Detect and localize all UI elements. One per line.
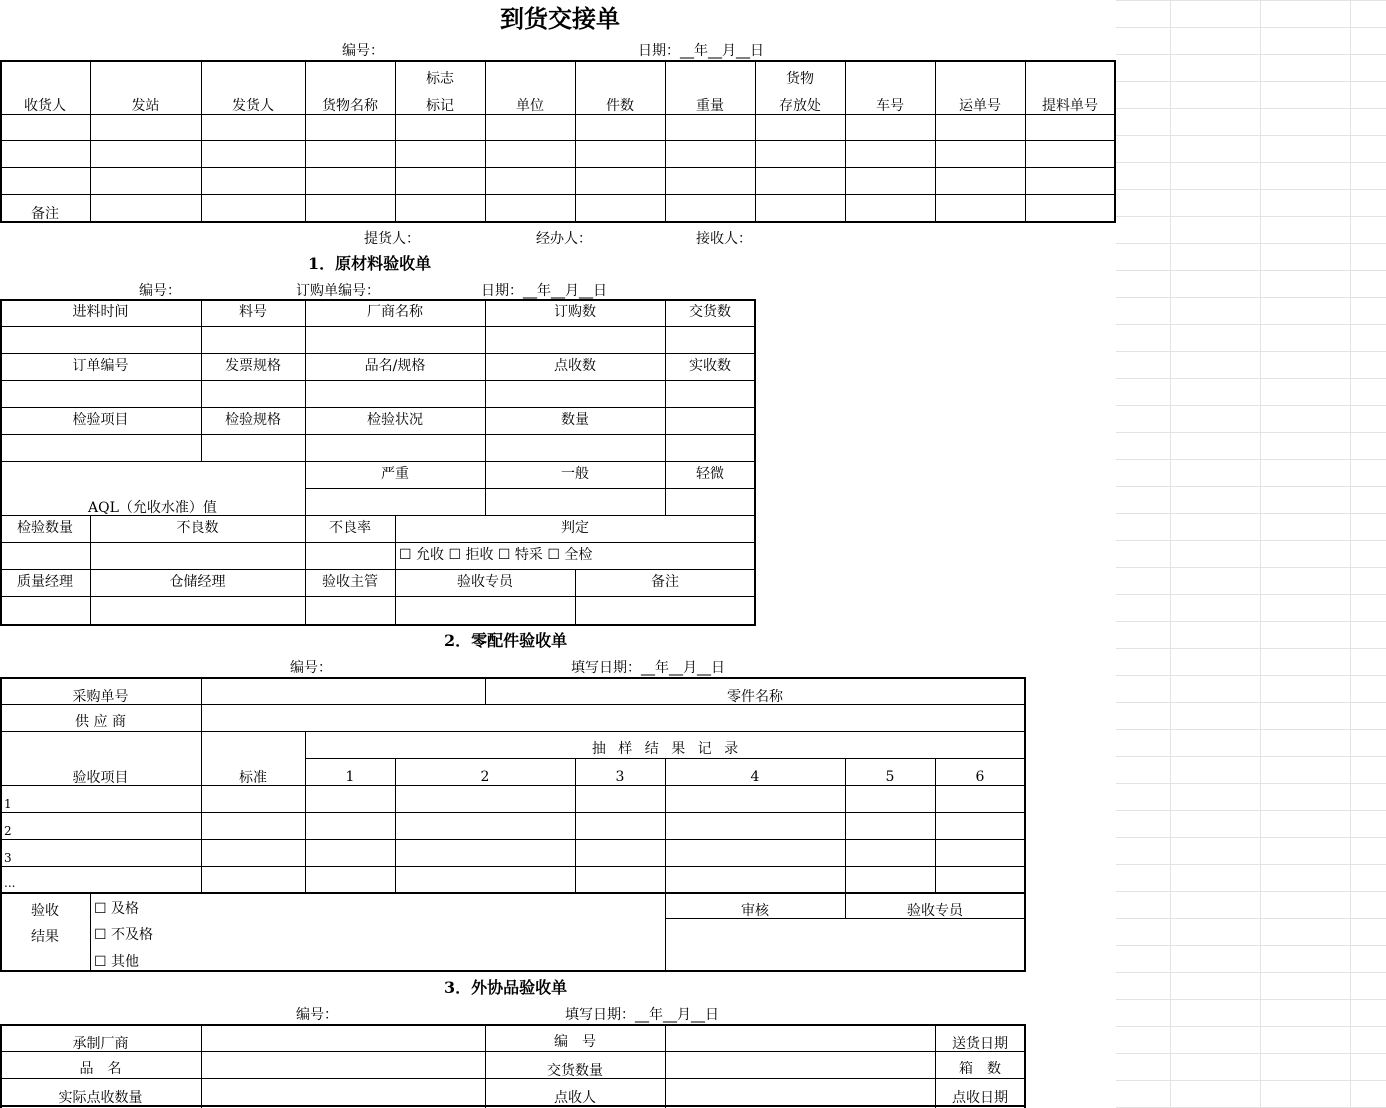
raw-no-label: 编号： xyxy=(139,283,181,299)
raw-date-label: 日期：__年__月__日 xyxy=(481,283,607,299)
header-storage-2: 存放处 xyxy=(779,98,821,114)
header-shipper: 发货人 xyxy=(232,98,274,114)
top-col-line xyxy=(90,60,91,222)
raw-material-no: 料号 xyxy=(239,304,267,320)
header-receiver: 收货人 xyxy=(24,98,66,114)
parts-row-line xyxy=(0,839,1026,840)
raw-row-line xyxy=(305,488,756,489)
parts-row-2: 2 xyxy=(4,824,12,838)
header-truck-no: 车号 xyxy=(876,98,904,114)
raw-row-line xyxy=(0,326,756,327)
sample-col-2: 2 xyxy=(480,769,490,785)
parts-col-line xyxy=(90,893,91,971)
outsourced-delivery-date: 送货日期 xyxy=(952,1036,1008,1052)
raw-row-line xyxy=(0,461,756,462)
outsourced-table-top xyxy=(0,1024,1026,1026)
handler-label: 经办人： xyxy=(536,231,592,247)
parts-result-other[interactable]: ☐ 其他 xyxy=(94,954,140,970)
outsourced-col-line xyxy=(665,1024,666,1108)
top-col-line xyxy=(575,60,576,222)
top-row-line xyxy=(0,114,1116,115)
raw-received-qty: 实收数 xyxy=(689,358,731,374)
parts-part-name-label: 零件名称 xyxy=(727,689,783,705)
parts-supplier-label: 供 应 商 xyxy=(75,714,126,730)
raw-row-line xyxy=(0,407,756,408)
outsourced-col-line xyxy=(201,1024,202,1108)
top-col-line xyxy=(845,60,846,222)
outsourced-receiver: 点收人 xyxy=(554,1090,596,1106)
raw-aql-label: AQL（允收水准）值 xyxy=(88,500,217,516)
raw-col-line xyxy=(201,299,202,461)
raw-order-no: 订单编号 xyxy=(72,358,129,374)
raw-order-qty: 订购数 xyxy=(554,304,596,320)
raw-remark: 备注 xyxy=(651,574,679,590)
header-storage-1: 货物 xyxy=(786,71,814,87)
raw-severity-serious: 严重 xyxy=(381,466,409,482)
parts-row-line-strong xyxy=(0,892,1026,894)
raw-quality-manager: 质量经理 xyxy=(17,574,73,590)
top-col-line xyxy=(665,60,666,222)
sample-col-5: 5 xyxy=(885,769,895,785)
top-table-border-bottom xyxy=(0,221,1116,223)
top-col-line xyxy=(1025,60,1026,222)
parts-review-label: 审核 xyxy=(741,903,769,919)
outsourced-delivery-qty: 交货数量 xyxy=(547,1063,603,1079)
raw-inspect-spec: 检验规格 xyxy=(225,412,281,428)
parts-po-label: 采购单号 xyxy=(72,689,129,705)
raw-row-line xyxy=(0,353,756,354)
header-waybill-no: 运单号 xyxy=(959,98,1001,114)
parts-table-bottom xyxy=(0,970,1026,972)
outsourced-box-count: 箱 数 xyxy=(959,1061,1001,1077)
top-table-border-left xyxy=(0,60,2,223)
raw-po-label: 订购单编号： xyxy=(296,283,380,299)
parts-row-line xyxy=(0,866,1026,867)
parts-row-line xyxy=(0,812,1026,813)
top-col-line xyxy=(935,60,936,222)
sample-col-6: 6 xyxy=(975,769,985,785)
header-unit: 单位 xyxy=(516,98,544,114)
raw-col-line xyxy=(485,299,486,515)
top-table-border-top xyxy=(0,60,1116,62)
parts-table-top xyxy=(0,677,1026,679)
raw-product-spec: 品名/规格 xyxy=(364,358,426,374)
parts-item-label: 验收项目 xyxy=(72,770,129,786)
top-col-line xyxy=(201,60,202,222)
raw-row-line xyxy=(0,569,756,570)
outsourced-number: 编 号 xyxy=(554,1034,596,1050)
parts-result-label-1: 验收 xyxy=(31,903,59,919)
parts-result-fail[interactable]: ☐ 不及格 xyxy=(94,927,154,943)
outsourced-title: 3．外协品验收单 xyxy=(444,978,568,997)
raw-feed-time: 进料时间 xyxy=(72,304,129,320)
top-col-line xyxy=(305,60,306,222)
outsourced-product: 品 名 xyxy=(79,1061,122,1077)
outsourced-receive-date: 点收日期 xyxy=(952,1090,1008,1106)
raw-table-bottom xyxy=(0,624,756,626)
top-col-line xyxy=(485,60,486,222)
raw-table-top xyxy=(0,299,756,301)
raw-judgement-options[interactable]: ☐ 允收 ☐ 拒收 ☐ 特采 ☐ 全检 xyxy=(399,547,593,563)
raw-severity-general: 一般 xyxy=(561,466,589,482)
raw-defect-count: 不良数 xyxy=(176,520,219,536)
raw-warehouse-manager: 仓储经理 xyxy=(169,574,226,590)
raw-col-line xyxy=(665,299,666,515)
top-row-line xyxy=(0,140,1116,141)
top-remark-label: 备注 xyxy=(31,206,59,222)
parts-title: 2．零配件验收单 xyxy=(444,631,568,650)
parts-row-1: 1 xyxy=(4,797,12,811)
raw-inspect-count: 检验数量 xyxy=(17,520,73,536)
header-goods-name: 货物名称 xyxy=(322,98,378,114)
sample-col-3: 3 xyxy=(615,769,625,785)
top-table-border-right xyxy=(1114,60,1116,223)
header-pickup-no: 提料单号 xyxy=(1042,98,1098,114)
raw-quantity: 数量 xyxy=(561,412,589,428)
outsourced-contractor: 承制厂商 xyxy=(72,1036,129,1052)
receiver-label: 接收人： xyxy=(696,231,752,247)
parts-row-more: ... xyxy=(4,876,16,890)
raw-defect-rate: 不良率 xyxy=(329,520,371,536)
parts-inspector-label: 验收专员 xyxy=(907,903,963,919)
sample-col-1: 1 xyxy=(345,769,355,785)
raw-row-line xyxy=(0,596,756,597)
raw-col-line xyxy=(305,299,306,515)
sample-col-4: 4 xyxy=(750,769,760,785)
pickup-person-label: 提货人： xyxy=(364,231,420,247)
raw-counted-qty: 点收数 xyxy=(554,358,596,374)
parts-standard-label: 标准 xyxy=(239,770,267,786)
header-station: 发站 xyxy=(131,98,160,114)
raw-inspect-supervisor: 验收主管 xyxy=(322,574,378,590)
header-pieces: 件数 xyxy=(606,98,634,114)
outsourced-no-label: 编号： xyxy=(296,1007,338,1023)
raw-judgement: 判定 xyxy=(561,520,589,536)
top-row-line xyxy=(0,194,1116,195)
raw-invoice-spec: 发票规格 xyxy=(225,358,281,374)
parts-result-label-2: 结果 xyxy=(31,929,59,945)
parts-row-3: 3 xyxy=(4,851,12,865)
outsourced-actual-qty: 实际点收数量 xyxy=(58,1090,143,1106)
sheet-area xyxy=(1116,0,1386,1108)
raw-delivery-qty: 交货数 xyxy=(689,304,731,320)
raw-severity-minor: 轻微 xyxy=(696,466,724,482)
header-mark-2: 标记 xyxy=(426,98,454,114)
outsourced-date-label: 填写日期：__年__月__日 xyxy=(565,1007,719,1023)
raw-material-title: 1．原材料验收单 xyxy=(308,254,432,273)
raw-inspector: 验收专员 xyxy=(457,574,513,590)
parts-date-label: 填写日期：__年__月__日 xyxy=(571,660,725,676)
top-row-line xyxy=(0,167,1116,168)
raw-inspect-item: 检验项目 xyxy=(72,412,129,428)
header-weight: 重量 xyxy=(696,98,724,114)
parts-result-pass[interactable]: ☐ 及格 xyxy=(94,901,140,917)
raw-vendor-name: 厂商名称 xyxy=(367,304,423,320)
raw-row-line xyxy=(0,434,756,435)
top-date-label: 日期：__年__月__日 xyxy=(638,43,764,59)
page-title: 到货交接单 xyxy=(500,4,620,33)
parts-col-line xyxy=(665,758,666,971)
parts-row-line xyxy=(0,731,1026,732)
top-no-label: 编号： xyxy=(342,43,384,59)
parts-no-label: 编号： xyxy=(290,660,332,676)
raw-row-line xyxy=(0,380,756,381)
raw-inspect-status: 检验状况 xyxy=(367,412,423,428)
raw-row-line xyxy=(0,542,756,543)
parts-sampling-label: 抽 样 结 果 记 录 xyxy=(591,741,739,757)
header-mark-1: 标志 xyxy=(426,71,454,87)
parts-table-right xyxy=(1024,677,1026,972)
